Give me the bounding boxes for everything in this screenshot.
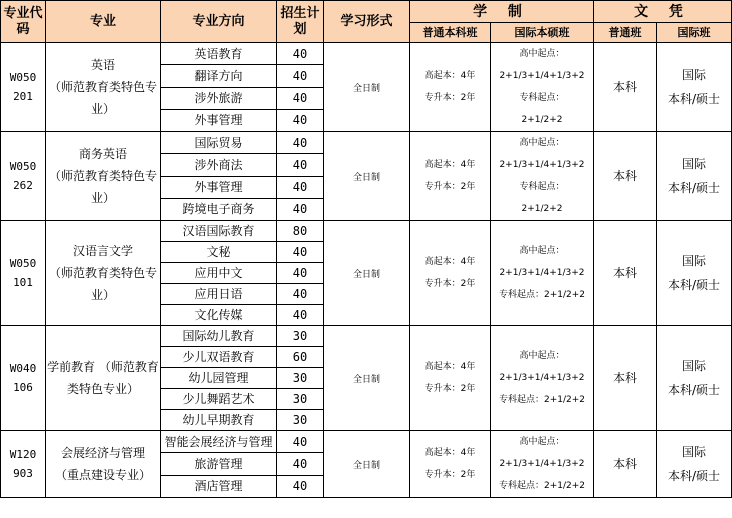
major-name: 英语 （师范教育类特色专业） — [46, 43, 161, 132]
major-direction: 英语教育 — [161, 43, 277, 65]
guoji-duration-line: 2+1/3+1/4+1/3+2 — [499, 268, 585, 278]
header-wenping: 文 凭 — [594, 1, 732, 23]
header-guoji-xuezhi: 国际本硕班 — [491, 23, 594, 43]
major-code: W120 903 — [1, 431, 46, 498]
major-direction: 外事管理 — [161, 176, 277, 198]
enrollment-plan: 40 — [277, 65, 324, 87]
enrollment-plan: 40 — [277, 431, 324, 453]
guoji-duration-line: 专科起点： — [519, 182, 565, 192]
major-name: 会展经济与管理 （重点建设专业） — [46, 431, 161, 498]
major-direction: 文秘 — [161, 242, 277, 263]
guoji-duration-line: 专科起点：2+1/2+2 — [498, 481, 586, 491]
major-direction: 涉外旅游 — [161, 87, 277, 109]
major-direction: 幼儿园管理 — [161, 368, 277, 389]
header-xuezhi: 学 制 — [410, 1, 594, 23]
guoji-duration-line: 2+1/3+1/4+1/3+2 — [499, 373, 585, 383]
major-direction: 国际贸易 — [161, 132, 277, 154]
putong-duration — [410, 43, 491, 132]
enrollment-plan: 40 — [277, 154, 324, 176]
study-mode: 全日制 — [324, 431, 410, 498]
putong-duration-line: 高起本：4年 — [424, 448, 476, 458]
guoji-duration-line: 高中起点： — [519, 437, 565, 447]
guoji-duration — [491, 326, 594, 431]
major-direction: 应用日语 — [161, 284, 277, 305]
table-row — [1, 431, 732, 453]
major-direction: 文化传媒 — [161, 305, 277, 326]
guoji-duration-line: 高中起点： — [519, 351, 565, 361]
enrollment-plan: 30 — [277, 368, 324, 389]
enrollment-plan: 60 — [277, 347, 324, 368]
putong-duration — [410, 132, 491, 221]
major-name: 汉语言文学 （师范教育类特色专业） — [46, 221, 161, 326]
diploma-guoji: 国际 本科/硕士 — [657, 221, 732, 326]
header-putong-xuezhi: 普通本科班 — [410, 23, 491, 43]
putong-duration-line: 高起本：4年 — [424, 160, 476, 170]
guoji-duration-line: 2+1/3+1/4+1/3+2 — [499, 71, 585, 81]
study-mode: 全日制 — [324, 221, 410, 326]
putong-duration — [410, 431, 491, 498]
major-direction: 旅游管理 — [161, 453, 277, 475]
guoji-duration — [491, 431, 594, 498]
diploma-putong: 本科 — [594, 221, 657, 326]
enrollment-plan: 40 — [277, 284, 324, 305]
guoji-duration-line: 2+1/2+2 — [521, 115, 563, 125]
header-guoji-wenping: 国际班 — [657, 23, 732, 43]
table-row — [1, 326, 732, 347]
table-row — [1, 132, 732, 154]
major-direction: 少儿舞蹈艺术 — [161, 389, 277, 410]
header-mode: 学习形式 — [324, 1, 410, 43]
diploma-putong: 本科 — [594, 43, 657, 132]
putong-duration-line: 高起本：4年 — [424, 71, 476, 81]
putong-duration-line: 专升本：2年 — [424, 384, 476, 394]
putong-duration-line: 专升本：2年 — [424, 93, 476, 103]
major-direction: 智能会展经济与管理 — [161, 431, 277, 453]
major-direction: 应用中文 — [161, 263, 277, 284]
guoji-duration-line: 高中起点： — [519, 246, 565, 256]
study-mode: 全日制 — [324, 326, 410, 431]
major-code: W050 262 — [1, 132, 46, 221]
enrollment-plan: 40 — [277, 305, 324, 326]
enrollment-plan: 80 — [277, 221, 324, 242]
guoji-duration-line: 高中起点： — [519, 138, 565, 148]
major-code: W050 101 — [1, 221, 46, 326]
diploma-putong: 本科 — [594, 132, 657, 221]
study-mode: 全日制 — [324, 132, 410, 221]
table-row — [1, 221, 732, 242]
enrollment-plan: 40 — [277, 132, 324, 154]
header-direction: 专业方向 — [161, 1, 277, 43]
enrollment-plan: 40 — [277, 176, 324, 198]
major-direction: 幼儿早期教育 — [161, 410, 277, 431]
putong-duration — [410, 326, 491, 431]
guoji-duration-line: 专科起点： — [519, 93, 565, 103]
enrollment-plan: 40 — [277, 263, 324, 284]
major-direction: 汉语国际教育 — [161, 221, 277, 242]
major-direction: 酒店管理 — [161, 475, 277, 497]
major-direction: 涉外商法 — [161, 154, 277, 176]
major-code: W040 106 — [1, 326, 46, 431]
guoji-duration — [491, 132, 594, 221]
diploma-guoji: 国际 本科/硕士 — [657, 43, 732, 132]
major-direction: 国际幼儿教育 — [161, 326, 277, 347]
guoji-duration-line: 专科起点：2+1/2+2 — [498, 395, 586, 405]
major-direction: 外事管理 — [161, 109, 277, 131]
guoji-duration-line: 2+1/2+2 — [521, 204, 563, 214]
guoji-duration-line: 2+1/3+1/4+1/3+2 — [499, 160, 585, 170]
guoji-duration — [491, 221, 594, 326]
header-plan: 招生计划 — [277, 1, 324, 43]
guoji-duration — [491, 43, 594, 132]
diploma-guoji: 国际 本科/硕士 — [657, 326, 732, 431]
putong-duration-line: 专升本：2年 — [424, 470, 476, 480]
guoji-duration-line: 专科起点：2+1/2+2 — [498, 290, 586, 300]
major-code: W050 201 — [1, 43, 46, 132]
diploma-guoji: 国际 本科/硕士 — [657, 431, 732, 498]
diploma-putong: 本科 — [594, 431, 657, 498]
guoji-duration-line: 高中起点： — [519, 49, 565, 59]
enrollment-plan: 40 — [277, 242, 324, 263]
header-putong-wenping: 普通班 — [594, 23, 657, 43]
putong-duration-line: 高起本：4年 — [424, 257, 476, 267]
enrollment-plan: 30 — [277, 326, 324, 347]
guoji-duration-line: 2+1/3+1/4+1/3+2 — [499, 459, 585, 469]
putong-duration-line: 专升本：2年 — [424, 182, 476, 192]
header-major: 专业 — [46, 1, 161, 43]
enrollment-plan: 30 — [277, 410, 324, 431]
putong-duration — [410, 221, 491, 326]
diploma-putong: 本科 — [594, 326, 657, 431]
enrollment-plan: 40 — [277, 109, 324, 131]
table-row — [1, 43, 732, 65]
header-code: 专业代码 — [1, 1, 46, 43]
enrollment-plan: 30 — [277, 389, 324, 410]
major-direction: 少儿双语教育 — [161, 347, 277, 368]
diploma-guoji: 国际 本科/硕士 — [657, 132, 732, 221]
major-direction: 跨境电子商务 — [161, 198, 277, 220]
major-name: 学前教育 （师范教育类特色专业） — [46, 326, 161, 431]
study-mode: 全日制 — [324, 43, 410, 132]
putong-duration-line: 高起本：4年 — [424, 362, 476, 372]
major-direction: 翻译方向 — [161, 65, 277, 87]
enrollment-plan: 40 — [277, 453, 324, 475]
major-name: 商务英语 （师范教育类特色专业） — [46, 132, 161, 221]
putong-duration-line: 专升本：2年 — [424, 279, 476, 289]
enrollment-plan: 40 — [277, 198, 324, 220]
enrollment-plan: 40 — [277, 87, 324, 109]
enrollment-plan: 40 — [277, 475, 324, 497]
enrollment-plan: 40 — [277, 43, 324, 65]
